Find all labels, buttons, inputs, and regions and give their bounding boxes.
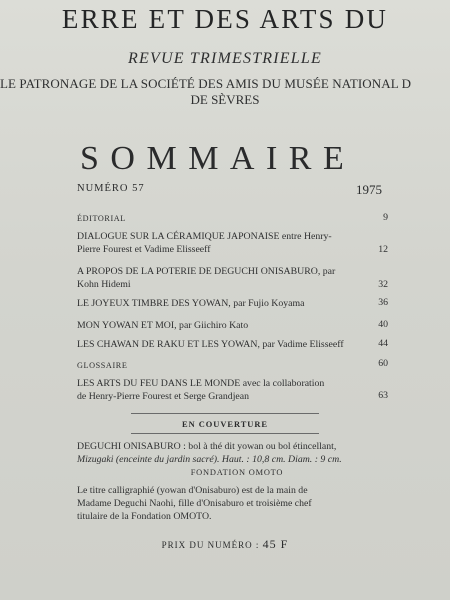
toc-page-number: 63 bbox=[378, 390, 388, 401]
note-line: Le titre calligraphié (yowan d'Onisaburo) est de la main de bbox=[77, 485, 308, 496]
toc-page-number: 44 bbox=[378, 338, 388, 349]
cover-desc-line: Mizugaki (enceinte du jardin sacré). Haut. : 10,8 cm. Diam. : 9 cm. bbox=[77, 454, 342, 465]
toc-entry-line: LES ARTS DU FEU DANS LE MONDE avec la collaboration bbox=[77, 378, 325, 389]
contents-heading: SOMMAIRE bbox=[80, 140, 356, 177]
issue-number: NUMÉRO 57 bbox=[77, 183, 145, 194]
price-value: 45 F bbox=[262, 537, 289, 551]
toc-entry-deguchi bbox=[77, 265, 387, 291]
issue-year: 1975 bbox=[356, 182, 382, 197]
cover-desc-line: DEGUCHI ONISABURO : bol à thé dit yowan ou bol étincellant, bbox=[77, 441, 337, 452]
toc-entry-arts-du-feu bbox=[77, 377, 387, 403]
toc-entry-line: A PROPOS DE LA POTERIE DE DEGUCHI ONISABURO, par bbox=[77, 266, 336, 277]
note-line: Madame Deguchi Naohi, fille d'Onisaburo et troisième chef bbox=[77, 498, 312, 509]
toc-page-number: 32 bbox=[378, 279, 388, 290]
calligraphy-note bbox=[77, 484, 397, 523]
toc-entry-editorial: ÉDITORIAL bbox=[77, 214, 126, 223]
toc-entry-joyeux-timbre: LE JOYEUX TIMBRE DES YOWAN, par Fujio Koyama bbox=[77, 298, 305, 309]
toc-page-number: 60 bbox=[378, 358, 388, 369]
toc-entry-line: Pierre Fourest et Vadime Elisseeff bbox=[77, 244, 211, 255]
toc-entry-line: DIALOGUE SUR LA CÉRAMIQUE JAPONAISE entre Henry- bbox=[77, 231, 332, 242]
cover-description bbox=[77, 440, 397, 479]
patronage-line-2: DE SÈVRES bbox=[190, 92, 260, 107]
note-line: titulaire de la Fondation OMOTO. bbox=[77, 511, 212, 522]
cover-heading: EN COUVERTURE bbox=[182, 420, 268, 429]
toc-page-number: 12 bbox=[378, 244, 388, 255]
section-divider bbox=[131, 413, 319, 414]
cover-desc-credit: FONDATION OMOTO bbox=[190, 468, 284, 477]
toc-entry-glossaire: GLOSSAIRE bbox=[77, 361, 128, 370]
section-divider bbox=[131, 433, 319, 434]
toc-page-number: 36 bbox=[378, 297, 388, 308]
patronage-line-1: LE PATRONAGE DE LA SOCIÉTÉ DES AMIS DU MUSÉE NATIONAL D bbox=[0, 76, 412, 91]
price-label: PRIX DU NUMÉRO : bbox=[161, 540, 260, 550]
price-line bbox=[0, 537, 450, 552]
journal-title: ERRE ET DES ARTS DU bbox=[61, 4, 389, 34]
toc-entry-line: Kohn Hidemi bbox=[77, 279, 131, 290]
toc-entry-dialogue bbox=[77, 230, 387, 256]
toc-entry-line: de Henry-Pierre Fourest et Serge Grandjean bbox=[77, 391, 250, 402]
journal-subtitle: REVUE TRIMESTRIELLE bbox=[128, 50, 322, 67]
toc-page-number: 9 bbox=[383, 212, 388, 223]
toc-page-number: 40 bbox=[378, 319, 388, 330]
toc-entry-chawan-raku: LES CHAWAN DE RAKU ET LES YOWAN, par Vadime Elisseeff bbox=[77, 339, 344, 350]
toc-entry-mon-yowan: MON YOWAN ET MOI, par Giichiro Kato bbox=[77, 320, 249, 331]
